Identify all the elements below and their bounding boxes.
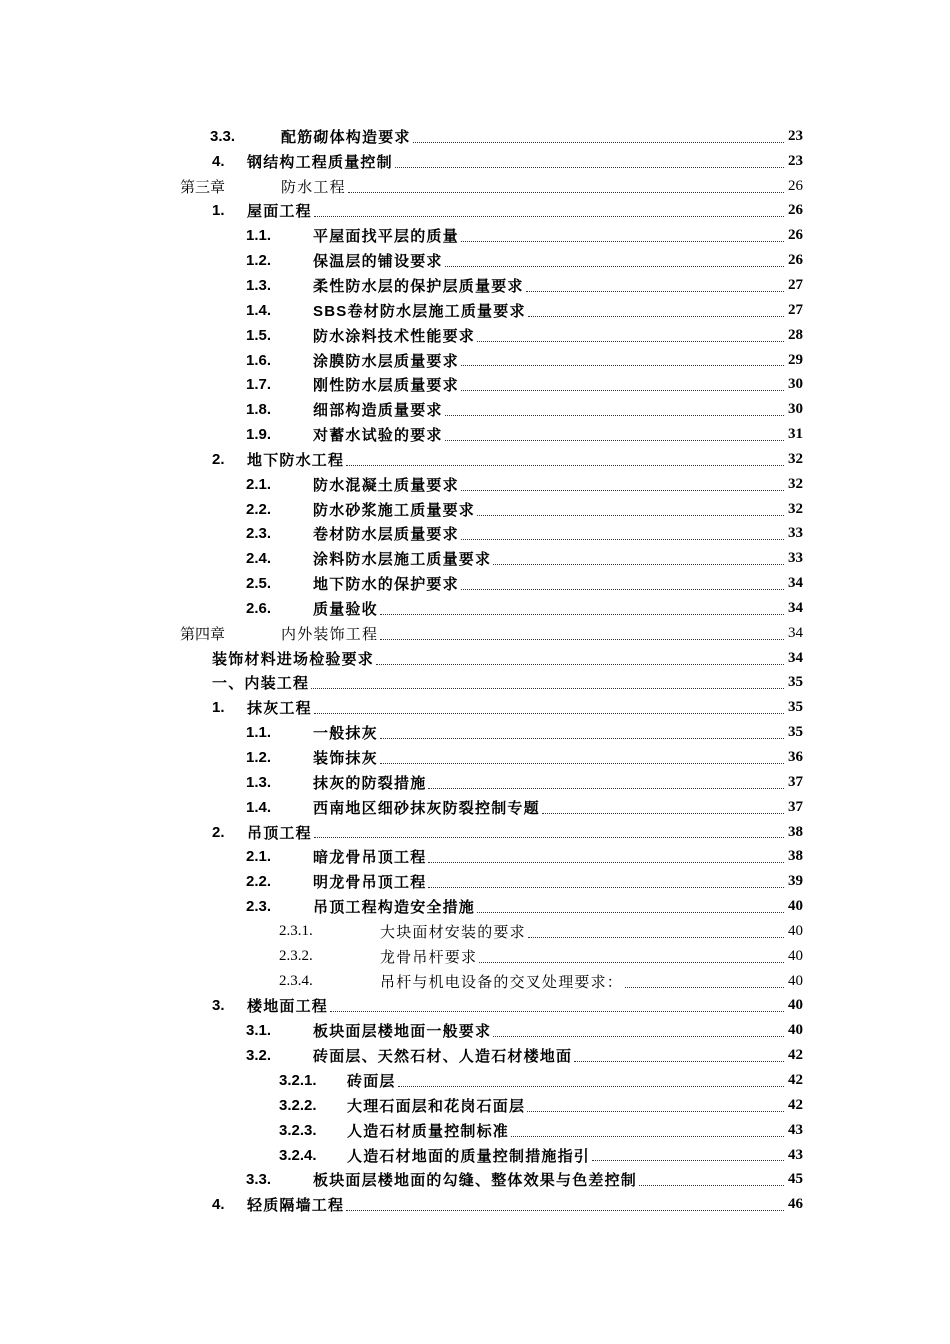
toc-entry-title: 一、内装工程 [212,675,310,693]
toc-dot-leader [428,787,784,789]
toc-entry[interactable] [0,994,950,1019]
toc-dot-leader [625,986,784,988]
toc-entry[interactable] [0,795,950,820]
toc-dot-leader [461,240,784,242]
toc-dot-leader [493,563,784,565]
toc-entry-title: 抹灰工程 [247,700,312,718]
toc-entry-number: 3.3. [210,127,236,145]
toc-entry[interactable] [0,969,950,994]
toc-entry-number: 3.2.2. [279,1096,317,1114]
toc-dot-leader [380,613,784,615]
toc-entry-title: 人造石材地面的质量控制措施指引 [347,1147,591,1165]
toc-entry-number: 1. [212,202,225,220]
toc-dot-leader [461,489,784,491]
toc-dot-leader [380,737,784,739]
toc-entry-page: 27 [788,301,803,318]
toc-entry-title: 西南地区细砂抹灰防裂控制专题 [313,799,540,817]
toc-entry-page: 28 [788,326,803,343]
toc-entry-title: SBS卷材防水层施工质量要求 [313,302,526,320]
toc-entry-title: 保温层的铺设要求 [313,253,443,271]
toc-entry[interactable] [0,522,950,547]
toc-entry-title: 对蓄水试验的要求 [313,427,443,445]
toc-entry-page: 34 [788,649,803,666]
toc-entry-title: 吊顶工程构造安全措施 [313,899,476,917]
toc-entry-title: 涂料防水层施工质量要求 [313,551,492,569]
toc-entry-title: 吊顶工程 [247,824,312,842]
toc-dot-leader [528,315,784,317]
toc-entry-title: 涂膜防水层质量要求 [313,352,459,370]
toc-entry-title: 地下防水工程 [247,451,345,469]
toc-entry[interactable] [0,323,950,348]
toc-entry-title: 龙骨吊杆要求 [380,949,478,966]
toc-entry-title: 轻质隔墙工程 [247,1197,345,1215]
toc-entry-page: 42 [788,1096,803,1113]
toc-entry[interactable] [0,546,950,571]
toc-dot-leader [376,663,784,665]
toc-dot-leader [445,414,784,416]
toc-entry[interactable] [0,944,950,969]
toc-dot-leader [445,265,784,267]
toc-entry-number: 1.3. [246,773,272,791]
toc-entry[interactable] [0,472,950,497]
table-of-contents [0,124,950,1217]
toc-entry-page: 30 [788,401,803,418]
toc-entry-number: 3.2.1. [279,1071,317,1089]
toc-dot-leader [477,514,784,516]
toc-entry-title: 一般抹灰 [313,725,378,743]
toc-dot-leader [493,1035,784,1037]
toc-entry[interactable] [0,372,950,397]
toc-entry-title: 防水涂料技术性能要求 [313,327,476,345]
toc-entry-title: 装饰材料进场检验要求 [212,650,375,668]
toc-entry-title: 板块面层楼地面一般要求 [313,1023,492,1041]
toc-entry[interactable] [0,621,950,646]
toc-entry[interactable] [0,869,950,894]
toc-entry-page: 34 [788,575,803,592]
toc-entry-number: 2.2. [246,500,272,518]
toc-entry[interactable] [0,745,950,770]
toc-entry[interactable] [0,1167,950,1192]
toc-dot-leader [574,1060,784,1062]
toc-entry-title: 砖面层 [347,1072,396,1090]
toc-entry-number: 3. [212,997,225,1015]
toc-entry[interactable] [0,671,950,696]
toc-entry-title: 大块面材安装的要求 [380,924,526,941]
toc-entry-page: 27 [788,276,803,293]
toc-entry[interactable] [0,844,950,869]
toc-entry-page: 38 [788,848,803,865]
toc-entry-number: 1. [212,699,225,717]
toc-dot-leader [477,340,784,342]
toc-dot-leader [380,762,784,764]
toc-entry-number: 2.2. [246,873,272,891]
toc-entry-title: 大理石面层和花岗石面层 [347,1097,526,1115]
toc-entry-page: 32 [788,475,803,492]
toc-dot-leader [639,1184,784,1186]
toc-entry-page: 33 [788,550,803,567]
toc-entry[interactable] [0,124,950,149]
toc-entry[interactable] [0,770,950,795]
toc-entry-title: 防水工程 [281,179,346,196]
toc-entry[interactable] [0,273,950,298]
toc-entry[interactable] [0,820,950,845]
toc-entry-number: 2.6. [246,599,272,617]
toc-entry-title: 抹灰的防裂措施 [313,774,427,792]
toc-entry-title: 屋面工程 [247,203,312,221]
toc-dot-leader [477,911,784,913]
toc-entry-title: 板块面层楼地面的勾缝、整体效果与色差控制 [313,1172,638,1190]
toc-entry-number: 2.3. [246,525,272,543]
toc-entry-title: 钢结构工程质量控制 [247,153,393,171]
toc-entry-number: 1.1. [246,227,272,245]
toc-entry-number: 3.2.3. [279,1121,317,1139]
toc-dot-leader [461,389,784,391]
toc-entry-number: 1.4. [246,301,272,319]
toc-entry-title: 卷材防水层质量要求 [313,526,459,544]
toc-entry-page: 39 [788,873,803,890]
toc-dot-leader [311,687,784,689]
toc-entry-number: 4. [212,152,225,170]
toc-dot-leader [511,1135,784,1137]
toc-entry-number: 2.1. [246,848,272,866]
toc-dot-leader [461,364,784,366]
toc-entry-page: 43 [788,1146,803,1163]
toc-entry-page: 45 [788,1171,803,1188]
toc-entry-number: 1.8. [246,401,272,419]
toc-dot-leader [592,1159,784,1161]
toc-entry-page: 35 [788,724,803,741]
toc-dot-leader [398,1085,784,1087]
toc-entry-number: 4. [212,1196,225,1214]
toc-entry[interactable] [0,1093,950,1118]
toc-entry-title: 刚性防水层质量要求 [313,377,459,395]
toc-entry-title: 细部构造质量要求 [313,402,443,420]
toc-entry-page: 26 [788,202,803,219]
toc-dot-leader [461,588,784,590]
toc-entry-page: 46 [788,1196,803,1213]
toc-entry-page: 40 [788,898,803,915]
toc-dot-leader [346,1209,784,1211]
toc-dot-leader [314,712,784,714]
toc-entry-title: 暗龙骨吊顶工程 [313,849,427,867]
toc-entry-number: 3.2. [246,1047,272,1065]
toc-entry-page: 37 [788,773,803,790]
toc-entry[interactable] [0,720,950,745]
toc-dot-leader [542,812,784,814]
toc-dot-leader [428,886,784,888]
toc-entry[interactable] [0,348,950,373]
toc-entry-page: 38 [788,823,803,840]
toc-entry-number: 2.3.1. [279,922,313,939]
toc-entry[interactable] [0,1118,950,1143]
toc-entry-number: 1.3. [246,276,272,294]
toc-dot-leader [395,166,784,168]
toc-entry-number: 1.1. [246,724,272,742]
toc-dot-leader [445,439,784,441]
toc-entry-page: 40 [788,947,803,964]
toc-dot-leader [528,936,784,938]
toc-dot-leader [428,861,784,863]
toc-entry[interactable] [0,149,950,174]
toc-entry-number: 1.2. [246,749,272,767]
toc-dot-leader [348,191,784,193]
toc-entry-number: 1.2. [246,252,272,270]
toc-entry-page: 26 [788,227,803,244]
toc-entry[interactable] [0,1068,950,1093]
toc-entry-number: 2.3.4. [279,972,313,989]
toc-entry-title: 明龙骨吊顶工程 [313,874,427,892]
toc-entry-number: 2. [212,450,225,468]
toc-entry-page: 23 [788,127,803,144]
toc-entry-number: 2.3. [246,898,272,916]
toc-entry-number: 2.1. [246,475,272,493]
toc-entry-page: 26 [788,177,803,194]
toc-entry[interactable] [0,894,950,919]
toc-entry[interactable] [0,1143,950,1168]
toc-entry[interactable] [0,1192,950,1217]
toc-entry-title: 平屋面找平层的质量 [313,228,459,246]
toc-entry[interactable] [0,571,950,596]
toc-entry[interactable] [0,646,950,671]
toc-entry-number: 3.2.4. [279,1146,317,1164]
toc-entry-page: 40 [788,972,803,989]
toc-entry-page: 35 [788,699,803,716]
toc-entry-number: 3.1. [246,1022,272,1040]
toc-dot-leader [526,290,784,292]
toc-dot-leader [346,464,784,466]
toc-dot-leader [314,215,784,217]
toc-entry-page: 35 [788,674,803,691]
toc-entry-number: 2.3.2. [279,947,313,964]
toc-entry-page: 30 [788,376,803,393]
toc-entry-number: 1.6. [246,351,272,369]
toc-entry[interactable] [0,397,950,422]
toc-entry[interactable] [0,248,950,273]
toc-entry-title: 内外装饰工程 [281,626,379,643]
toc-entry-number: 2. [212,823,225,841]
toc-entry-page: 36 [788,749,803,766]
toc-entry-page: 26 [788,252,803,269]
toc-entry-title: 地下防水的保护要求 [313,576,459,594]
toc-entry-page: 37 [788,798,803,815]
toc-entry-page: 40 [788,1022,803,1039]
toc-entry-title: 吊杆与机电设备的交叉处理要求： [380,974,624,991]
toc-entry[interactable] [0,497,950,522]
toc-entry-page: 31 [788,426,803,443]
toc-entry-number: 第四章 [180,626,226,643]
toc-entry[interactable] [0,919,950,944]
toc-dot-leader [330,1010,784,1012]
toc-entry[interactable] [0,298,950,323]
toc-entry-number: 1.9. [246,426,272,444]
toc-entry-number: 第三章 [180,179,226,196]
toc-entry-number: 1.5. [246,326,272,344]
toc-dot-leader [527,1110,784,1112]
toc-entry-title: 质量验收 [313,600,378,618]
toc-dot-leader [380,638,784,640]
toc-entry[interactable] [0,447,950,472]
toc-entry-title: 楼地面工程 [247,998,329,1016]
toc-dot-leader [461,538,784,540]
toc-entry[interactable] [0,1043,950,1068]
toc-entry-number: 1.7. [246,376,272,394]
toc-entry-page: 23 [788,152,803,169]
toc-entry-page: 42 [788,1071,803,1088]
toc-entry-title: 配筋砌体构造要求 [281,128,411,146]
toc-entry[interactable] [0,174,950,199]
toc-entry-page: 43 [788,1121,803,1138]
toc-entry[interactable] [0,223,950,248]
toc-dot-leader [314,836,784,838]
toc-entry-page: 34 [788,624,803,641]
toc-entry-title: 装饰抹灰 [313,750,378,768]
toc-entry-page: 29 [788,351,803,368]
toc-entry-page: 32 [788,500,803,517]
toc-entry-page: 42 [788,1047,803,1064]
toc-dot-leader [413,141,784,143]
toc-dot-leader [479,961,784,963]
toc-entry-title: 人造石材质量控制标准 [347,1122,510,1140]
toc-entry[interactable] [0,695,950,720]
toc-entry[interactable] [0,1018,950,1043]
toc-entry-title: 防水混凝土质量要求 [313,476,459,494]
toc-entry[interactable] [0,199,950,224]
toc-entry-page: 33 [788,525,803,542]
toc-entry-title: 防水砂浆施工质量要求 [313,501,476,519]
toc-entry-title: 砖面层、天然石材、人造石材楼地面 [313,1048,573,1066]
toc-entry-number: 2.4. [246,550,272,568]
toc-entry-page: 32 [788,450,803,467]
toc-entry[interactable] [0,422,950,447]
toc-entry-number: 1.4. [246,798,272,816]
toc-entry-page: 34 [788,599,803,616]
toc-entry[interactable] [0,596,950,621]
toc-entry-number: 2.5. [246,575,272,593]
toc-entry-page: 40 [788,997,803,1014]
toc-entry-number: 3.3. [246,1171,272,1189]
toc-entry-page: 40 [788,922,803,939]
toc-entry-title: 柔性防水层的保护层质量要求 [313,277,524,295]
